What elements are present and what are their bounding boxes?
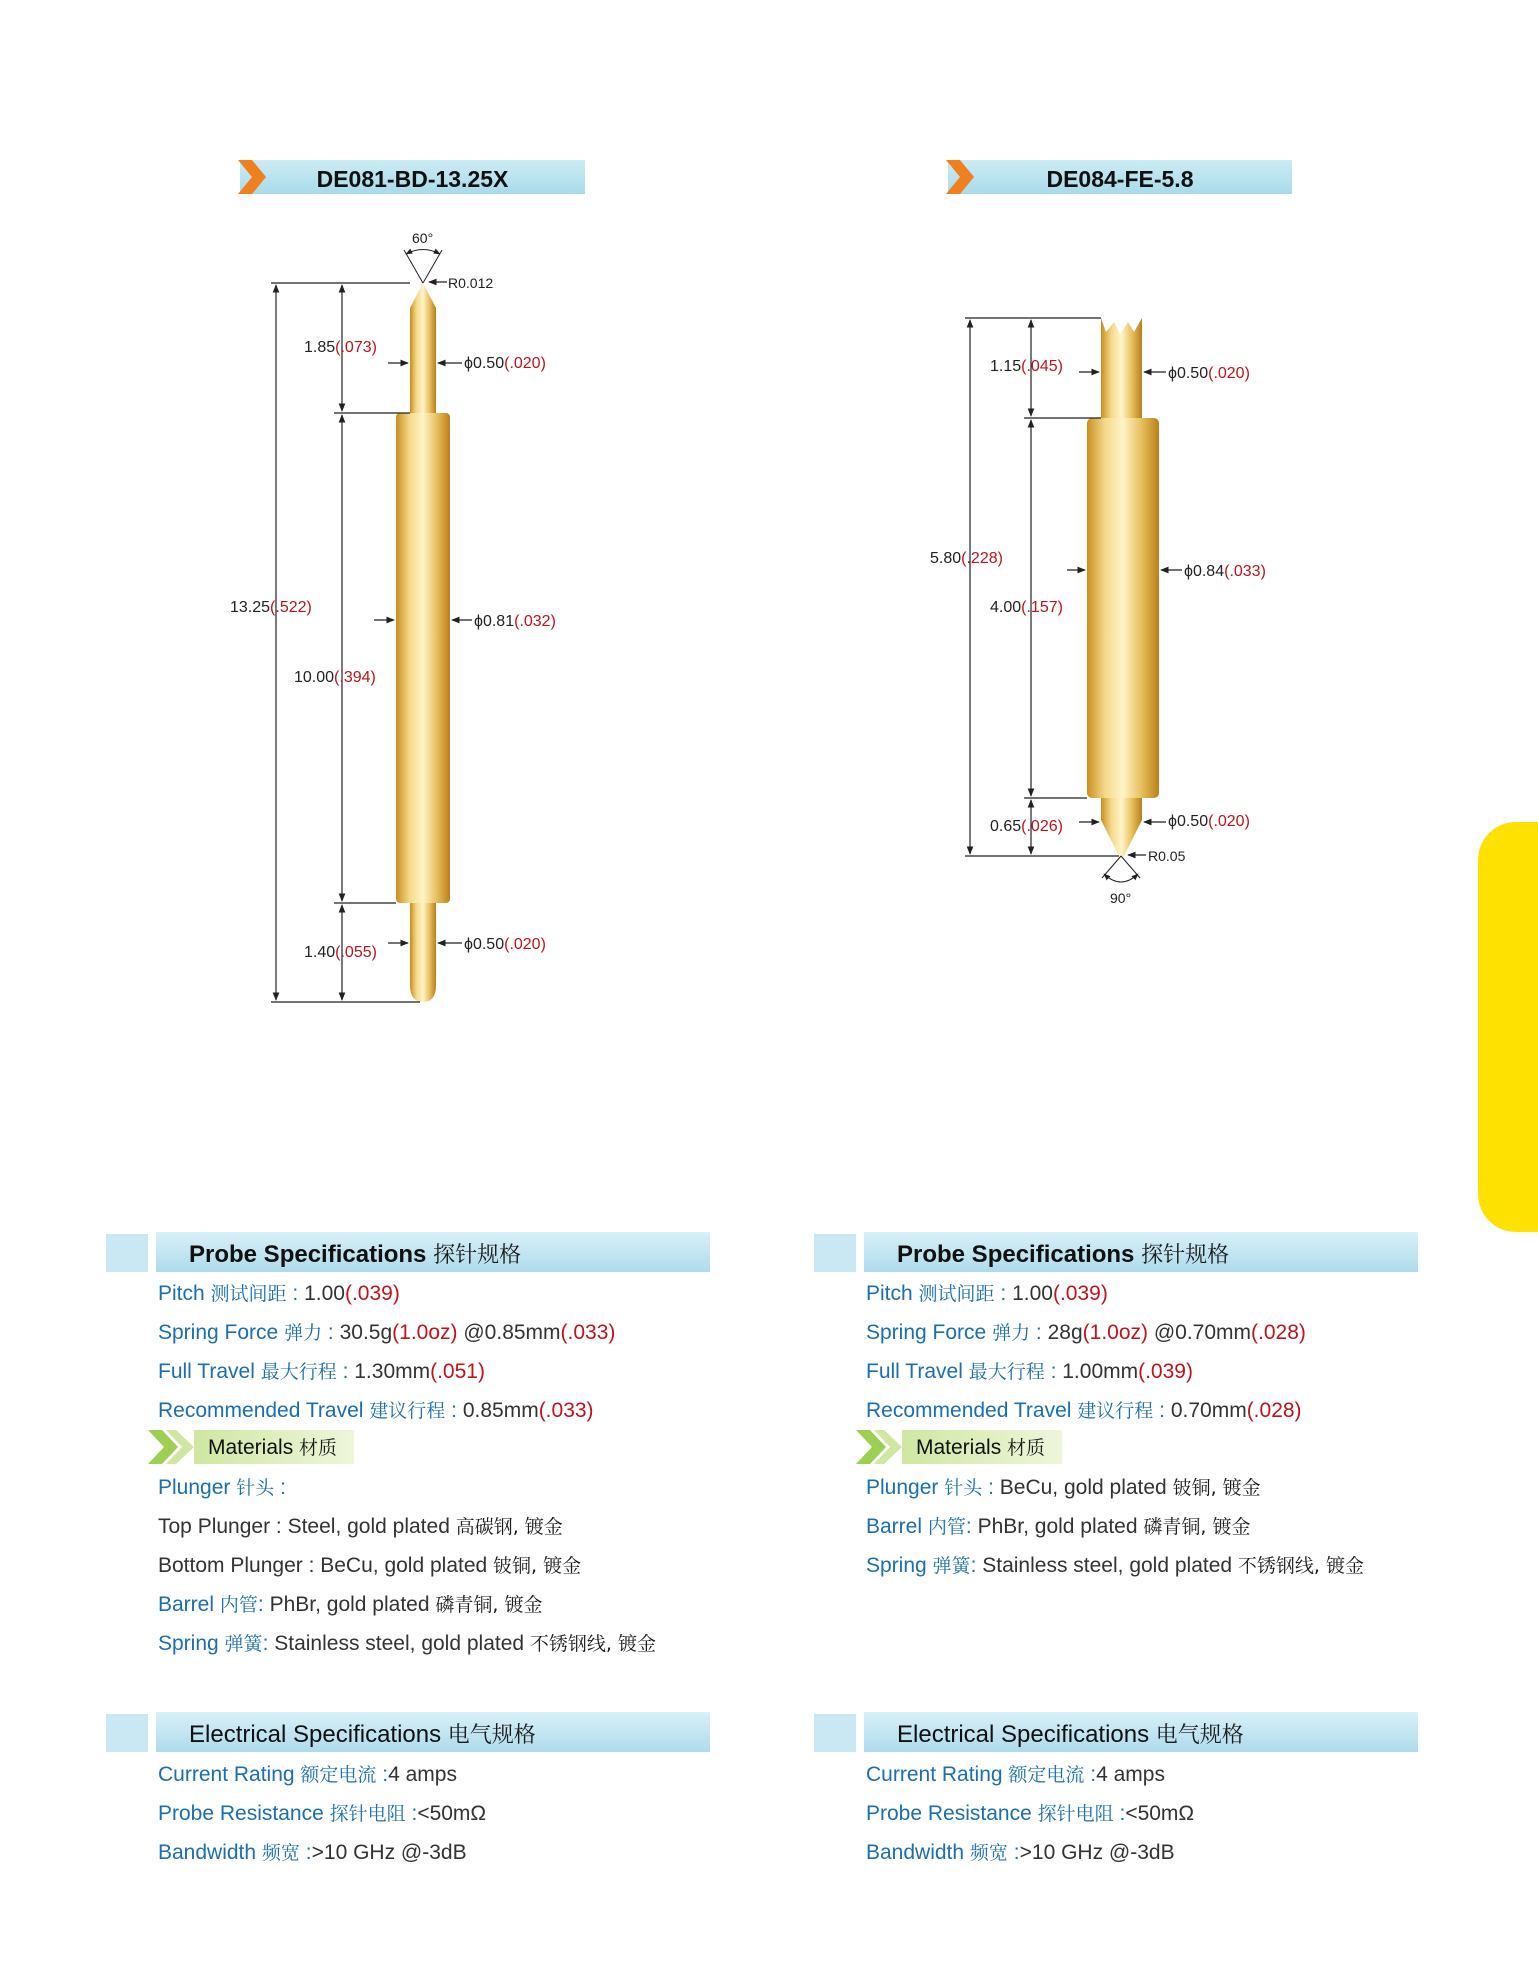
right-pitch-row: Pitch 测试间距 : 1.00(.039): [866, 1282, 1108, 1305]
right-barrel-row: Barrel 内管: PhBr, gold plated 磷青铜, 镀金: [866, 1515, 1251, 1538]
right-materials-header: Materials 材质: [856, 1430, 1116, 1464]
left-electrical-spec-title: Electrical Specifications: [189, 1721, 442, 1748]
right-angle-label: 90°: [1110, 890, 1132, 906]
left-top-plunger-row: Top Plunger : Steel, gold plated 高碳钢, 镀金: [158, 1515, 563, 1538]
left-tip-length: 1.85(.073): [304, 339, 377, 356]
left-probe-spec-title: Probe Specifications: [189, 1241, 427, 1268]
right-electrical-spec-header: [814, 1712, 1418, 1756]
left-full-travel-row: Full Travel 最大行程 : 1.30mm(.051): [158, 1360, 485, 1383]
right-current-rating-row: Current Rating 额定电流 :4 amps: [866, 1763, 1165, 1786]
right-spring-force-row: Spring Force 弹力 : 28g(1.0oz) @0.70mm(.028): [866, 1321, 1306, 1344]
right-radius-label: R0.05: [1148, 848, 1186, 864]
right-probe-resistance-row: Probe Resistance 探针电阻 :<50mΩ: [866, 1802, 1195, 1825]
chevron-right-icon: [856, 1430, 902, 1464]
right-tip-diameter: ϕ0.50(.020): [1168, 365, 1250, 382]
left-probe-resistance-row: Probe Resistance 探针电阻 :<50mΩ: [158, 1802, 487, 1825]
right-barrel-diameter: ϕ0.84(.033): [1184, 563, 1266, 580]
right-probe-spec-header: [814, 1232, 1418, 1276]
right-electrical-spec-title-cn: 电气规格: [1155, 1723, 1244, 1748]
left-electrical-spec-title-cn: 电气规格: [447, 1723, 536, 1748]
right-probe-spec-title: Probe Specifications: [897, 1241, 1135, 1268]
left-probe-title: DE081-BD-13.25X: [316, 166, 509, 192]
left-angle-label: 60°: [412, 230, 434, 246]
left-current-rating-row: Current Rating 额定电流 :4 amps: [158, 1763, 457, 1786]
right-bottom-diameter: ϕ0.50(.020): [1168, 813, 1250, 830]
left-total-length: 13.25(.522): [230, 599, 312, 616]
left-tip-diameter: ϕ0.50(.020): [464, 355, 546, 372]
left-probe-spec-header: [106, 1232, 710, 1276]
left-radius-label: R0.012: [448, 275, 494, 291]
right-total-length: 5.80(.228): [930, 550, 1003, 567]
side-category-tab: [1478, 464, 1538, 1232]
left-materials-header: Materials 材质: [148, 1430, 408, 1464]
chevron-right-icon: [148, 1430, 194, 1464]
right-full-travel-row: Full Travel 最大行程 : 1.00mm(.039): [866, 1360, 1193, 1383]
right-top-plunger: [1101, 318, 1142, 418]
left-plunger-row: Plunger 针头 :: [158, 1476, 286, 1499]
right-barrel: [1087, 418, 1159, 798]
right-bottom-plunger: [1101, 798, 1142, 856]
left-recommended-travel-row: Recommended Travel 建议行程 : 0.85mm(.033): [158, 1399, 594, 1422]
right-tip-length: 1.15(.045): [990, 358, 1063, 375]
left-bottom-diameter: ϕ0.50(.020): [464, 936, 546, 953]
left-barrel-diameter: ϕ0.81(.032): [474, 613, 556, 630]
left-probe-spec-title-cn: 探针规格: [433, 1243, 522, 1268]
right-barrel-length: 4.00(.157): [990, 599, 1063, 616]
side-tab-label-svg: [1478, 464, 1538, 1232]
right-probe-spec-title-cn: 探针规格: [1141, 1243, 1230, 1268]
left-top-tip: [410, 283, 436, 308]
right-electrical-spec-title: Electrical Specifications: [897, 1721, 1150, 1748]
left-pitch-row: Pitch 测试间距 : 1.00(.039): [158, 1282, 400, 1305]
left-bottom-plunger: [410, 903, 436, 1002]
left-barrel: [396, 413, 450, 903]
left-spring-row: Spring 弹簧: Stainless steel, gold plated 不锈钢线, 镀金: [158, 1632, 657, 1655]
left-spring-force-row: Spring Force 弹力 : 30.5g(1.0oz) @0.85mm(.033): [158, 1321, 616, 1344]
left-bandwidth-row: Bandwidth 频宽 :>10 GHz @-3dB: [158, 1841, 467, 1864]
right-spring-row: Spring 弹簧: Stainless steel, gold plated 不锈钢线, 镀金: [866, 1554, 1365, 1577]
right-plunger-row: Plunger 针头 : BeCu, gold plated 铍铜, 镀金: [866, 1476, 1261, 1499]
right-probe-title: DE084-FE-5.8: [1046, 166, 1194, 192]
left-electrical-spec-header: [106, 1712, 710, 1756]
left-bottom-plunger-row: Bottom Plunger : BeCu, gold plated 铍铜, 镀金: [158, 1554, 582, 1577]
left-probe-drawing: [230, 230, 556, 1002]
right-probe-drawing: [930, 318, 1266, 906]
left-top-plunger: [410, 308, 436, 413]
left-barrel-length: 10.00(.394): [294, 669, 376, 686]
left-bottom-length: 1.40(.055): [304, 944, 377, 961]
left-barrel-row: Barrel 内管: PhBr, gold plated 磷青铜, 镀金: [158, 1593, 543, 1616]
side-tab-label: Double Ended Probe: [1487, 464, 1522, 770]
right-bottom-length: 0.65(.026): [990, 818, 1063, 835]
right-recommended-travel-row: Recommended Travel 建议行程 : 0.70mm(.028): [866, 1399, 1302, 1422]
right-bandwidth-row: Bandwidth 频宽 :>10 GHz @-3dB: [866, 1841, 1175, 1864]
